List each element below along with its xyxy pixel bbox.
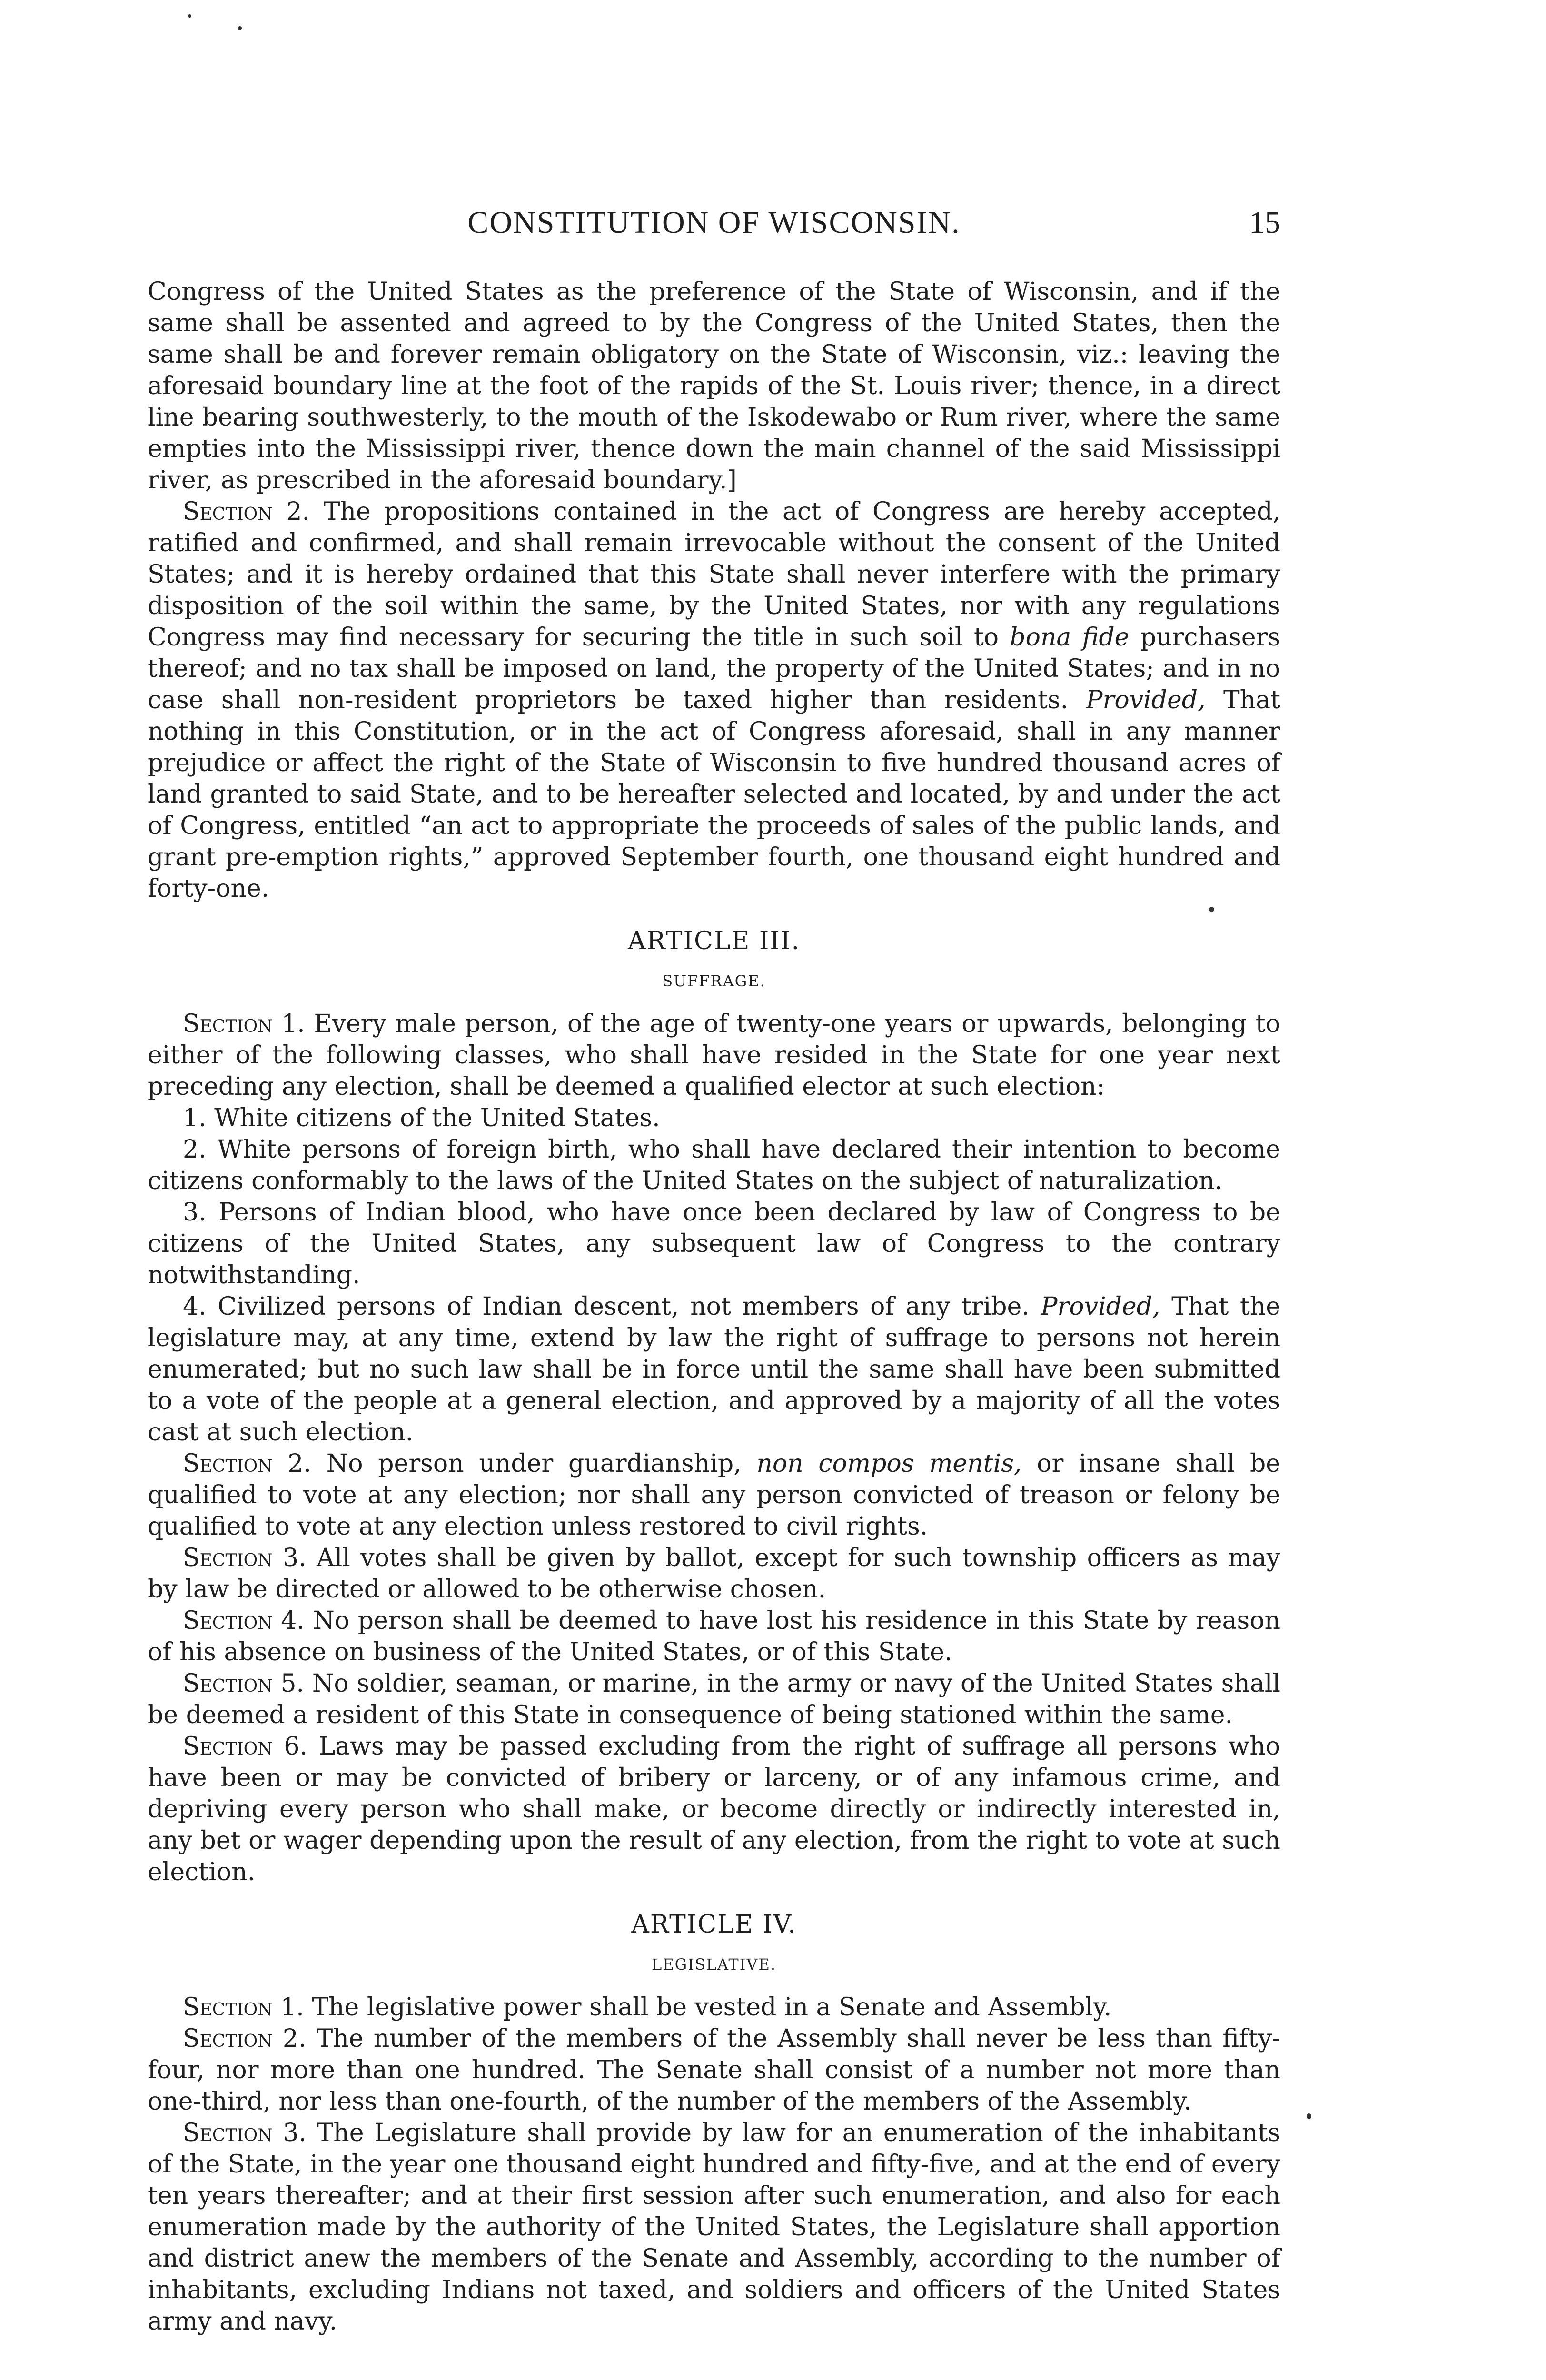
section-label: Section 2. bbox=[183, 1449, 312, 1478]
section-text: Every male person, of the age of twenty-one years or upwards, belonging to either of the following classes, who shall have resided in the State for one year next preceding any election, shall be deemed a qualified elector at such election: bbox=[148, 1010, 1280, 1101]
article3-section4 bbox=[148, 1605, 1280, 1668]
article4-subheading: LEGISLATIVE. bbox=[652, 1955, 776, 1973]
section-text: The propositions contained in the act of Congress are hereby accepted, ratified and confirmed, and shall remain irrevocable without the consent of the United States; and it is hereby ordained that this State shall never interfere with the primary disposition of the soil within the same, by the United States, nor with any regulations Congress may find necessary for securing the title in such soil to bbox=[148, 497, 1281, 652]
item-text: That the legislature may, at any time, extend by law the right of suffrage to persons not herein enumerated; but no such law shall be in force until the same shall have been submitted to a vote of the people at a general election, and approved by a majority of all the votes cast at such election. bbox=[148, 1292, 1281, 1447]
scan-speck bbox=[188, 14, 191, 18]
section-label: Section 3. bbox=[183, 2119, 307, 2147]
section-text: Laws may be passed excluding from the right of suffrage all persons who have been or may be convicted of bribery or larceny, or of any infamous crime, and depriving every person who shall make, or become directly or indirectly interested in, any bet or wager depending upon the result of any election, from the right to vote at such election. bbox=[148, 1732, 1280, 1886]
article3-section6 bbox=[148, 1731, 1280, 1888]
article3-item3: 3. Persons of Indian blood, who have once been declared by law of Congress to be citizens of the United States, any subsequent law of Congress to the contrary notwithstanding. bbox=[148, 1198, 1280, 1289]
running-title: CONSTITUTION OF WISCONSIN. bbox=[467, 205, 961, 240]
article3-subheading: SUFFRAGE. bbox=[662, 972, 766, 990]
item-text: 4. Civilized persons of Indian descent, not members of any tribe. bbox=[183, 1292, 1030, 1321]
section-label: Section 3. bbox=[183, 1544, 307, 1572]
scan-speck bbox=[238, 26, 242, 30]
page-header bbox=[148, 205, 1280, 257]
article3-item1: 1. White citizens of the United States. bbox=[183, 1104, 660, 1132]
section-label: Section 2. bbox=[183, 2024, 307, 2053]
section-label: Section 6. bbox=[183, 1732, 308, 1761]
section-label: Section 2. bbox=[183, 497, 310, 526]
article3-item2: 2. White persons of foreign birth, who shall have declared their intention to become citizens conformably to the laws of the United States on the subject of naturalization. bbox=[148, 1135, 1280, 1195]
section-text: The Legislature shall provide by law for an enumeration of the inhabitants of the State, in the year one thousand eight hundred and fifty-five, and at the end of every ten years thereafter; and at their first session after such enumeration, and also for each enumeration made by the authority of the United States, the Legislature shall apportion and district anew the members of the Senate and Assembly, according to the number of inhabitants, excluding Indians not taxed, and soldiers and officers of the United States army and navy. bbox=[148, 2119, 1281, 2336]
article3-section5 bbox=[148, 1668, 1280, 1731]
section-text: That nothing in this Constitution, or in the act of Congress aforesaid, shall in any manner prejudice or affect the right of the State of Wisconsin to five hundred thousand acres of land granted to said State, and to be hereafter selected and located, by and under the act of Congress, entitled “an act to appropriate the proceeds of sales of the public lands, and grant pre-emption rights,” approved September fourth, one thousand eight hundred and forty-one. bbox=[148, 686, 1281, 903]
section-text: No person under guardianship, bbox=[326, 1449, 742, 1478]
italic-term: non compos mentis, bbox=[756, 1449, 1022, 1478]
section-text: The number of the members of the Assembly shall never be less than fifty-four, nor more than one hundred. The Senate shall consist of a number not more than one-third, nor less than one-fourth, of the number of the members of the Assembly. bbox=[148, 2024, 1280, 2116]
article4-section3 bbox=[148, 2117, 1280, 2337]
document-page bbox=[148, 205, 1280, 2337]
italic-term: bona fide bbox=[1010, 623, 1130, 652]
section-text: No soldier, seaman, or marine, in the army or navy of the United States shall be deemed a resident of this State in consequence of being stationed within the same. bbox=[148, 1669, 1281, 1729]
section-label: Section 5. bbox=[183, 1669, 305, 1698]
section-text: purchasers thereof; and no tax shall be imposed on land, the property of the United States; and in no case shall non-resident proprietors be taxed higher than residents. bbox=[148, 623, 1281, 714]
article3-item4 bbox=[148, 1291, 1280, 1448]
page-number: 15 bbox=[1249, 205, 1280, 240]
article3-heading: ARTICLE III. bbox=[628, 927, 800, 955]
article3-section1 bbox=[148, 1008, 1280, 1102]
section-text: The legislative power shall be vested in a Senate and Assembly. bbox=[312, 1993, 1112, 2022]
article2-section2 bbox=[148, 496, 1280, 904]
article3-section2 bbox=[148, 1448, 1280, 1542]
section-text: No person shall be deemed to have lost his residence in this State by reason of his absence on business of the United States, or of this State. bbox=[148, 1606, 1281, 1666]
article4-heading: ARTICLE IV. bbox=[631, 1910, 797, 1939]
section-label: Section 1. bbox=[183, 1993, 304, 2022]
article4-section2 bbox=[148, 2023, 1280, 2117]
section-label: Section 4. bbox=[183, 1606, 305, 1635]
continuation-paragraph: Congress of the United States as the preference of the State of Wisconsin, and if the same shall be assented and agreed to by the Congress of the United States, then the same shall be and forever remain obligatory on the State of Wisconsin, viz.: leaving the aforesaid boundary line at the foot of the rapids of the St. Louis river; thence, in a direct line bearing southwesterly, to the mouth of the Iskodewabo or Rum river, where the same empties into the Mississippi river, thence down the main channel of the said Mississippi river, as prescribed in the aforesaid boundary.] bbox=[148, 278, 1280, 495]
italic-term: Provided, bbox=[1041, 1292, 1160, 1321]
body-text bbox=[148, 276, 1280, 2337]
article3-section3 bbox=[148, 1542, 1280, 1605]
article4-section1 bbox=[148, 1992, 1280, 2023]
section-text: or insane shall be qualified to vote at any election; nor shall any person convicted of treason or felony be qualified to vote at any election unless restored to civil rights. bbox=[148, 1449, 1281, 1541]
scan-speck bbox=[1307, 2113, 1311, 2119]
section-label: Section 1. bbox=[183, 1010, 305, 1038]
italic-term: Provided, bbox=[1086, 686, 1206, 714]
section-text: All votes shall be given by ballot, except for such township officers as may by law be directed or allowed to be otherwise chosen. bbox=[148, 1544, 1280, 1604]
